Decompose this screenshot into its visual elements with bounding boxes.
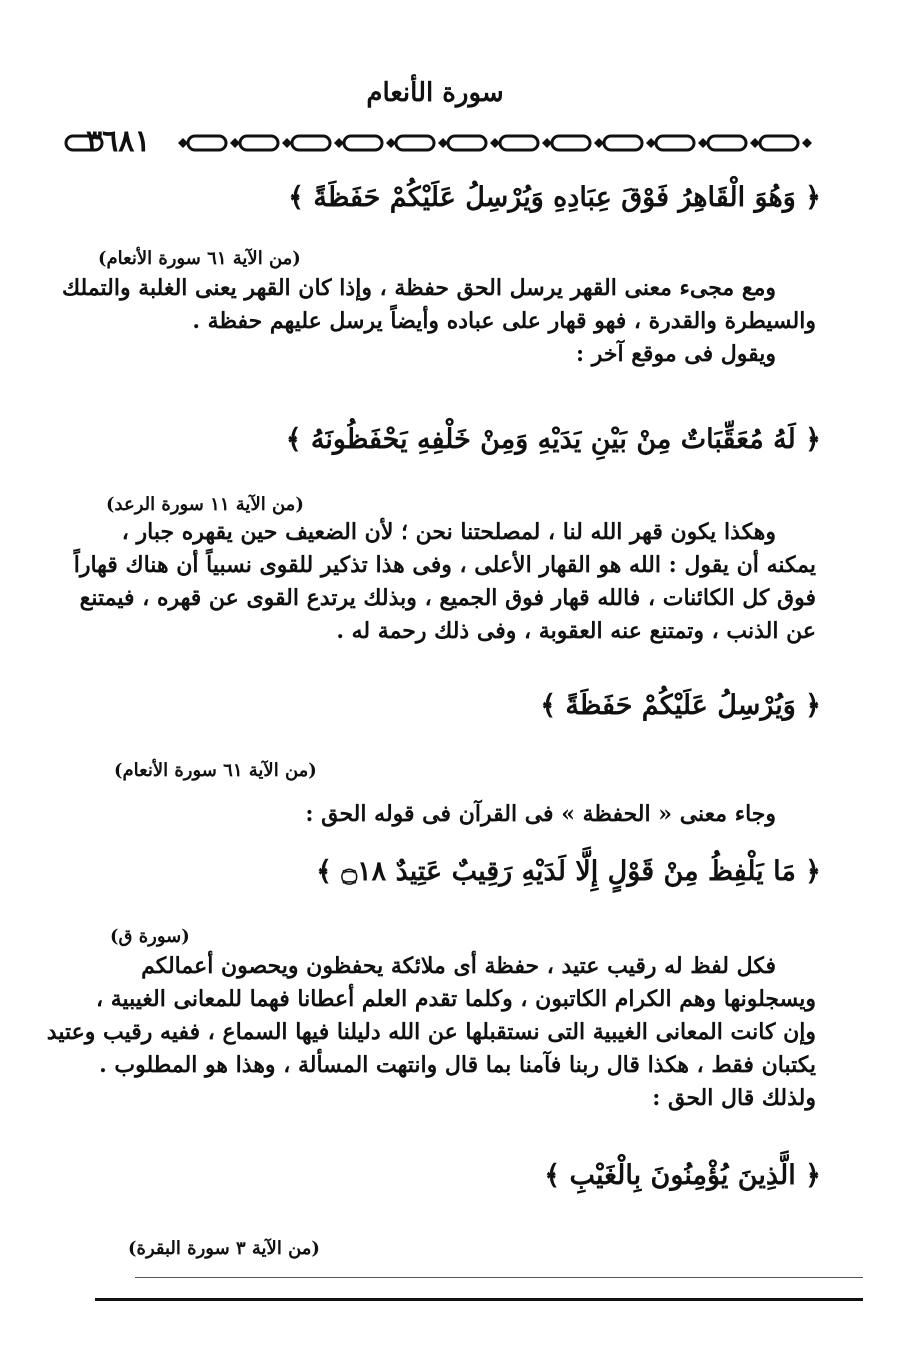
paragraph-line: عن الذنب ، وتمتنع عنه العقوبة ، وفى ذلك رحمة له . [336,618,816,644]
paragraph-line: وهكذا يكون قهر الله لنا ، لمصلحتنا نحن ؛ لأن الضعيف حين يقهره جبار ، [121,519,776,545]
paragraph-4 [46,950,816,1115]
paragraph-line: وإن كانت المعانى الغيبية التى نستقبلها عن الله دليلنا فيها السماع ، ففيه رقيب وعتيد [46,1019,816,1045]
paragraph-1 [61,272,816,371]
paragraph-line: فكل لفظ له رقيب عتيد ، حفظة أى ملائكة يحفظون ويحصون أعمالكم [141,953,776,979]
paragraph-line: والسيطرة والقدرة ، فهو قهار على عباده وأيضاً يرسل عليهم حفظة . [192,308,816,334]
quran-verse-2: ﴿ لَهُ مُعَقِّبَاتٌ مِنْ بَيْنِ يَدَيْهِ وَمِنْ خَلْفِهِ يَحْفَظُونَهُ ﴾ [285,424,821,455]
quran-verse-3: ﴿ وَيُرْسِلُ عَلَيْكُمْ حَفَظَةً ﴾ [540,690,821,721]
quran-verse-1: ﴿ وَهُوَ الْقَاهِرُ فَوْقَ عِبَادِهِ وَيُرْسِلُ عَلَيْكُمْ حَفَظَةً ﴾ [288,182,821,213]
paragraph-line: يكتبان فقط ، هكذا قال ربنا فآمنا بما قال وانتهت المسألة ، وهذا هو المطلوب . [99,1052,816,1078]
verse-reference-5: (من الآية ٣ سورة البقرة) [128,1238,320,1259]
paragraph-line: ولذلك قال الحق : [652,1085,816,1111]
verse-reference-2: (من الآية ١١ سورة الرعد) [106,494,304,515]
quran-verse-4: ﴿ مَا يَلْفِظُ مِنْ قَوْلٍ إِلَّا لَدَيْهِ رَقِيبٌ عَتِيدٌ ۝١٨ ﴾ [316,856,821,887]
paragraph-line: ومع مجىء معنى القهر يرسل الحق حفظة ، وإذا كان القهر يعنى الغلبة والتملك [61,275,776,301]
paragraph-line: يمكنه أن يقول : الله هو القهار الأعلى ، وفى هذا تذكير للقوى نسبياً أن هناك قهاراً [73,552,816,578]
paragraph-line: وجاء معنى « الحفظة » فى القرآن فى قوله الحق : [305,801,776,827]
verse-reference-3: (من الآية ٦١ سورة الأنعام) [114,760,317,781]
paragraph-2 [73,516,816,648]
paragraph-line: ويسجلونها وهم الكرام الكاتبون ، وكلما تقدم العلم أعطانا فهما للمعانى الغيبية ، [95,986,816,1012]
page-number: ٣٦٨١ [86,124,151,159]
paragraph-line: ويقول فى موقع آخر : [575,341,776,367]
verse-reference-4: (سورة ق) [110,926,190,947]
decorative-chain-border [60,128,820,158]
quran-verse-5: ﴿ الَّذِينَ يُؤْمِنُونَ بِالْغَيْبِ ﴾ [544,1160,821,1191]
footer-rule [95,1298,863,1301]
surah-title: سورة الأنعام [366,78,504,108]
verse-reference-1: (من الآية ٦١ سورة الأنعام) [98,248,301,269]
footer-rule-thin [135,1277,863,1278]
paragraph-3 [96,798,816,831]
paragraph-line: فوق كل الكائنات ، فالله قهار فوق الجميع ، وبذلك يرتدع القوى عن قهره ، فيمتنع [79,585,816,611]
